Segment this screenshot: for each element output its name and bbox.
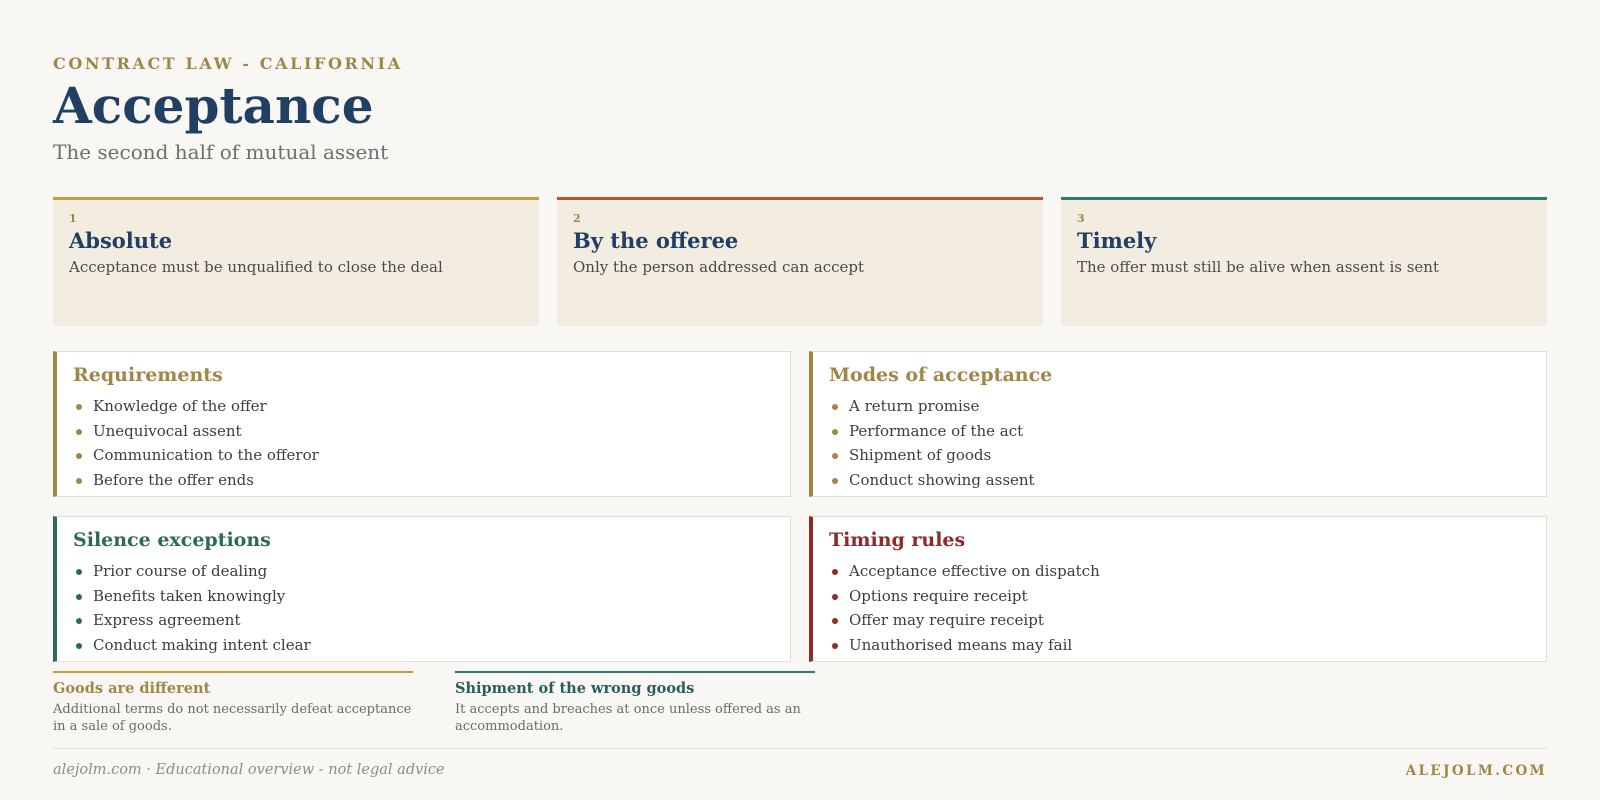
pillar-description: The offer must still be alive when assent is sent: [1077, 258, 1439, 276]
panel-list: [829, 559, 1530, 657]
panel-modes-of-acceptance: [809, 351, 1547, 497]
panel-silence-exceptions: [53, 516, 791, 662]
panel-list: [73, 559, 774, 657]
pillar-absolute: [53, 197, 539, 326]
pillar-description: Acceptance must be unqualified to close the deal: [69, 258, 443, 276]
note-title: Shipment of the wrong goods: [455, 680, 695, 697]
footer-disclaimer: alejolm.com · Educational overview - not legal advice: [53, 762, 445, 778]
note-rule: [53, 671, 413, 673]
list-item: Unauthorised means may fail: [829, 633, 1530, 658]
pillar-description: Only the person addressed can accept: [573, 258, 864, 276]
pillars: [53, 197, 1547, 329]
panel-title: Silence exceptions: [73, 529, 271, 551]
list-item: Performance of the act: [829, 419, 1530, 444]
list-item: Prior course of dealing: [73, 559, 774, 584]
list-item: A return promise: [829, 394, 1530, 419]
footer-divider: [53, 748, 1547, 749]
pillar-title: By the offeree: [573, 228, 739, 253]
page: [53, 0, 1547, 800]
panel-list: [829, 394, 1530, 492]
panel-requirements: [53, 351, 791, 497]
list-item: Benefits taken knowingly: [73, 584, 774, 609]
note-text: Additional terms do not necessarily defeat acceptance in a sale of goods.: [53, 702, 412, 734]
panel-list: [73, 394, 774, 492]
note-text: It accepts and breaches at once unless offered as an accommodation.: [455, 702, 801, 734]
list-item: Unequivocal assent: [73, 419, 774, 444]
pillar-timely: [1061, 197, 1547, 326]
list-item: Communication to the offeror: [73, 443, 774, 468]
list-item: Offer may require receipt: [829, 608, 1530, 633]
list-item: Options require receipt: [829, 584, 1530, 609]
pillar-number: 2: [573, 212, 581, 225]
list-item: Before the offer ends: [73, 468, 774, 493]
note-rule: [455, 671, 815, 673]
pillar-by-the-offeree: [557, 197, 1043, 326]
page-subtitle: The second half of mutual assent: [53, 140, 389, 164]
pillar-number: 3: [1077, 212, 1085, 225]
list-item: Acceptance effective on dispatch: [829, 559, 1530, 584]
list-item: Conduct making intent clear: [73, 633, 774, 658]
panel-title: Requirements: [73, 364, 223, 386]
panel-title: Modes of acceptance: [829, 364, 1053, 386]
list-item: Express agreement: [73, 608, 774, 633]
panel-timing-rules: [809, 516, 1547, 662]
list-item: Conduct showing assent: [829, 468, 1530, 493]
footer-brand: ALEJOLM.COM: [1405, 763, 1547, 779]
note-title: Goods are different: [53, 680, 211, 697]
pillar-title: Absolute: [69, 228, 173, 253]
pillar-number: 1: [69, 212, 77, 225]
page-title: Acceptance: [53, 76, 374, 135]
note-shipment-of-wrong-goods: [455, 671, 815, 735]
list-item: Knowledge of the offer: [73, 394, 774, 419]
pillar-title: Timely: [1077, 228, 1157, 253]
list-item: Shipment of goods: [829, 443, 1530, 468]
note-goods-are-different: [53, 671, 413, 735]
panel-title: Timing rules: [829, 529, 966, 551]
eyebrow: CONTRACT LAW - CALIFORNIA: [53, 54, 403, 73]
